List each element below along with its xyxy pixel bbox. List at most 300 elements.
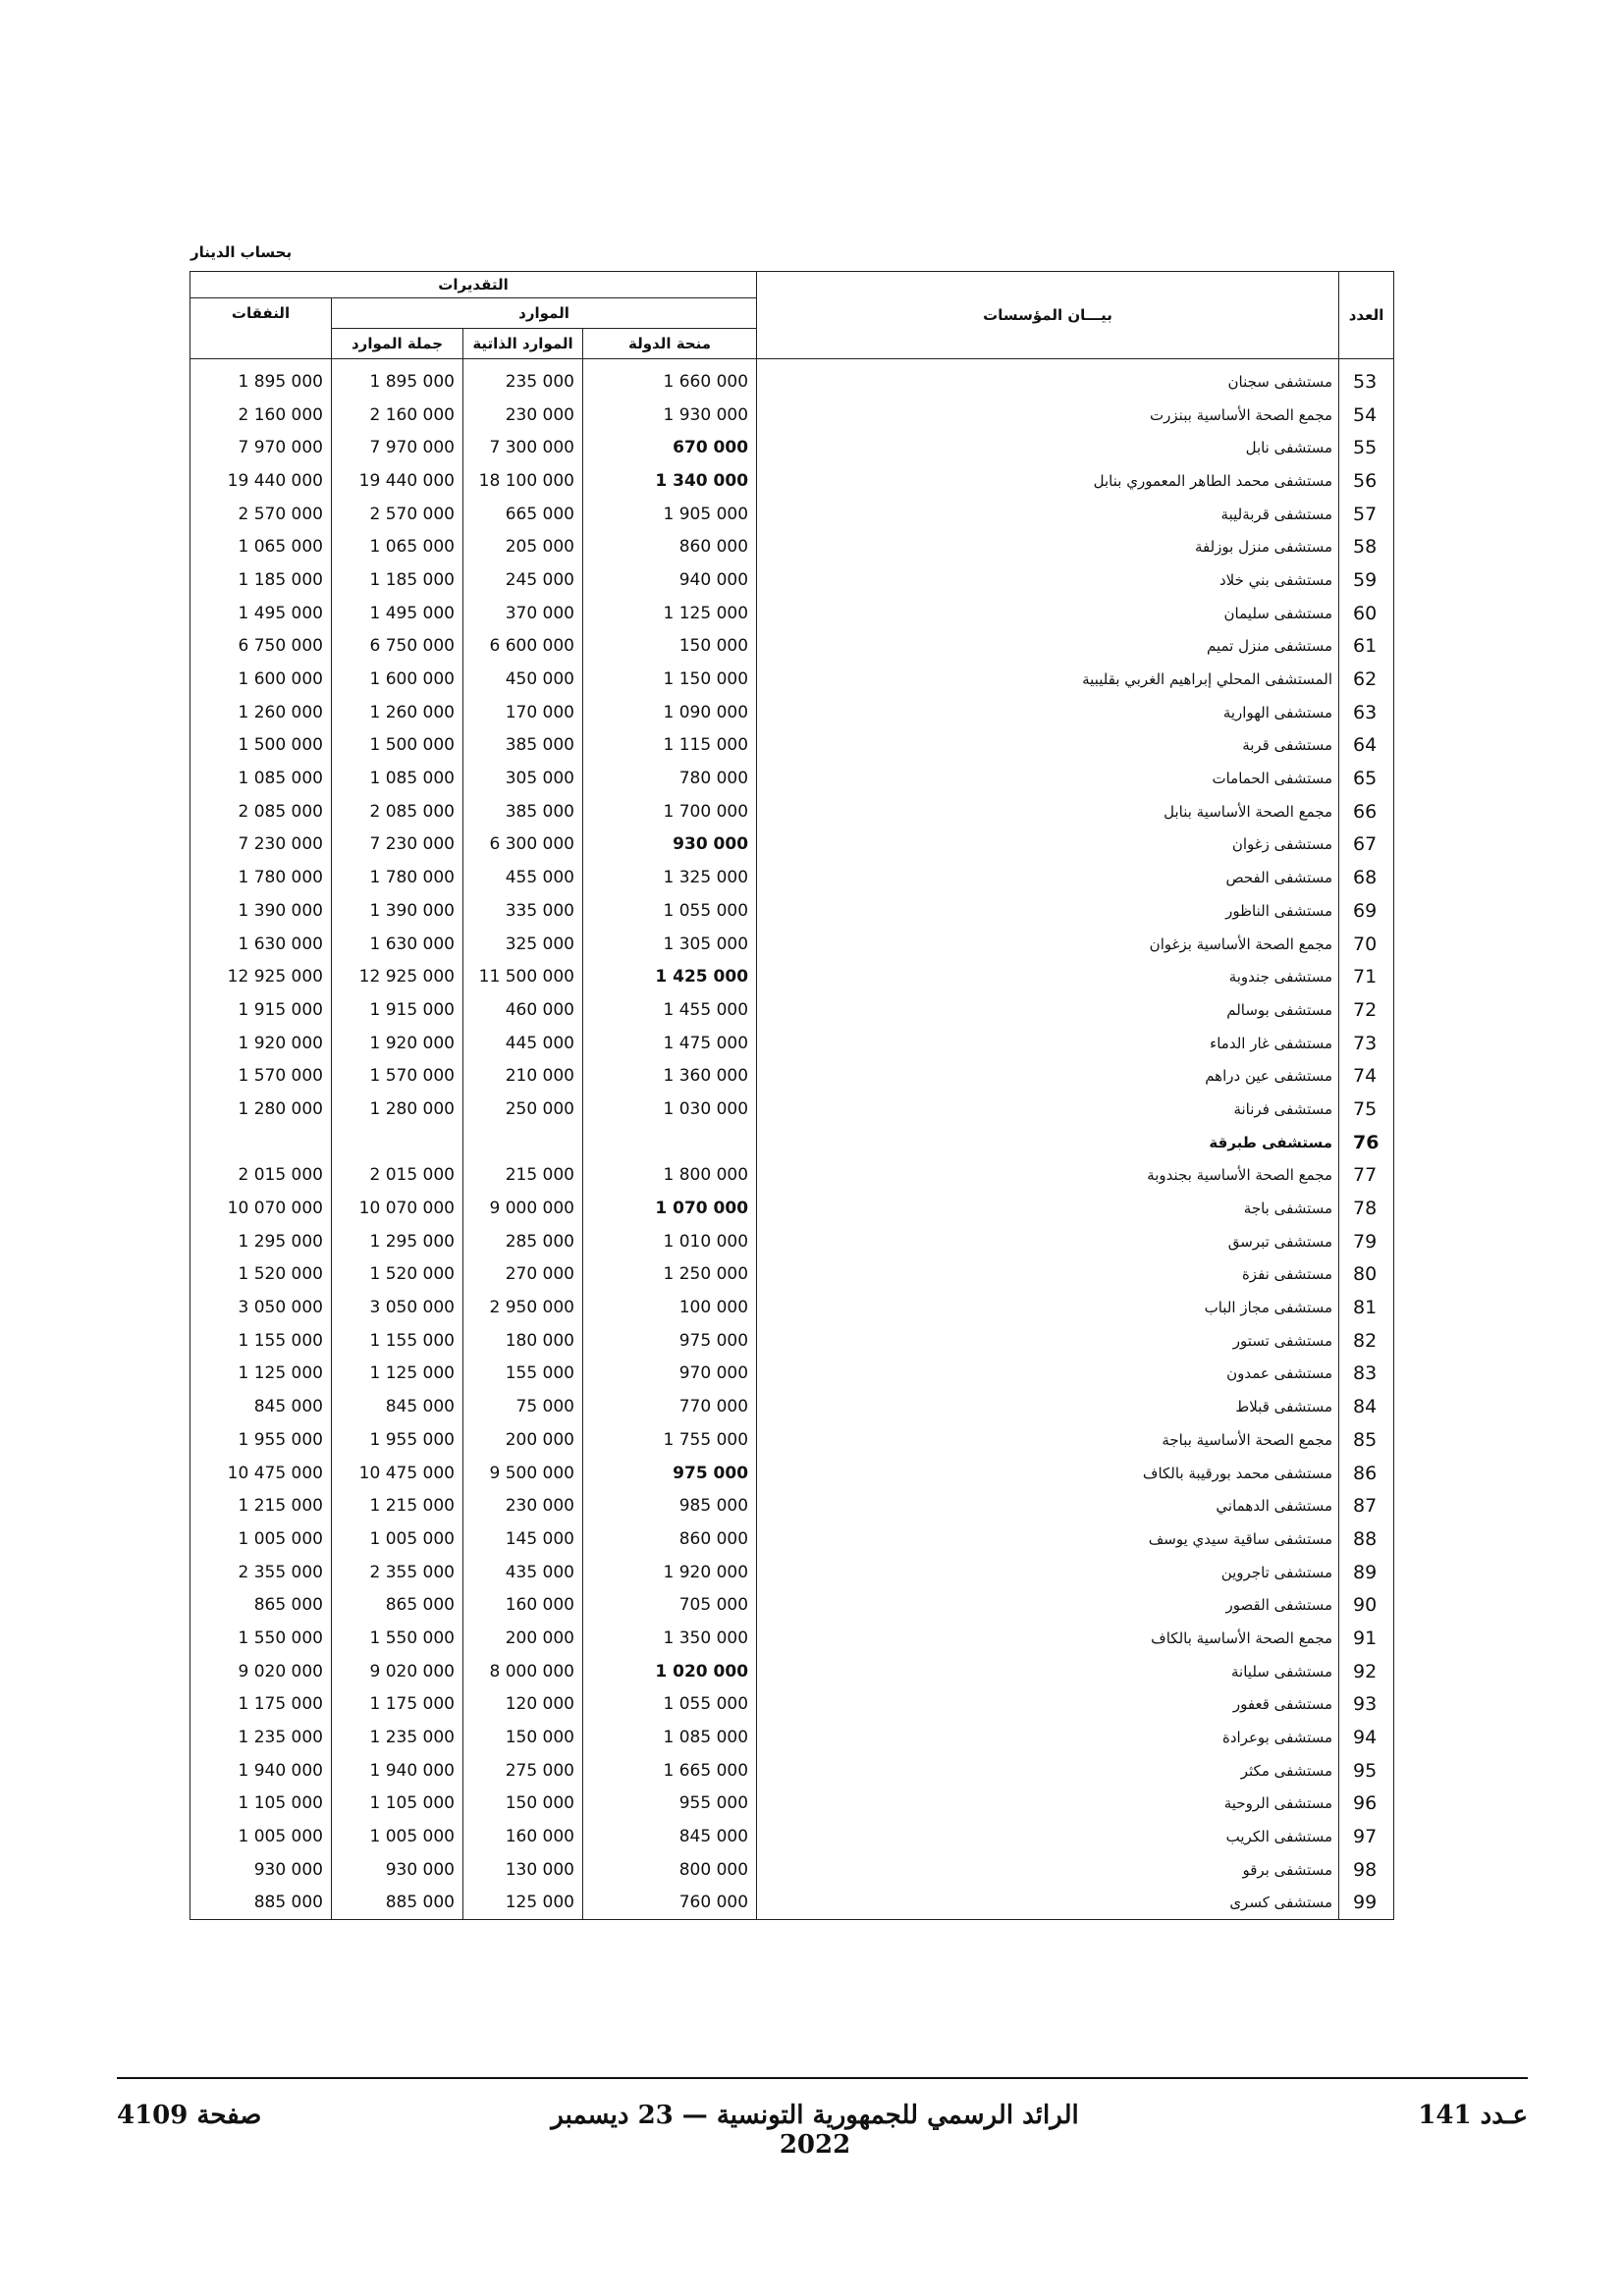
cell-number: 61: [1339, 630, 1394, 664]
cell-expenses: 1 915 000: [190, 993, 332, 1027]
cell-institution-name: مستشفى عين دراهم: [757, 1059, 1339, 1093]
cell-number: 97: [1339, 1820, 1394, 1853]
cell-institution-name: مستشفى الدهماني: [757, 1489, 1339, 1522]
cell-institution-name: مجمع الصحة الأساسية بنابل: [757, 795, 1339, 828]
cell-own-resources: 6 300 000: [463, 828, 583, 862]
cell-institution-name: مستشفى برقو: [757, 1853, 1339, 1887]
cell-expenses: 6 750 000: [190, 630, 332, 664]
cell-own-resources: 200 000: [463, 1622, 583, 1655]
cell-number: 98: [1339, 1853, 1394, 1887]
cell-total-resources: 845 000: [332, 1390, 463, 1423]
cell-own-resources: 460 000: [463, 993, 583, 1027]
table-row: [190, 993, 1394, 1027]
table-row: [190, 563, 1394, 597]
cell-number: 60: [1339, 597, 1394, 630]
cell-expenses: 7 970 000: [190, 431, 332, 464]
footer-rule: [117, 2077, 1528, 2079]
cell-total-resources: 1 085 000: [332, 762, 463, 795]
table-row: [190, 1225, 1394, 1258]
cell-total-resources: [332, 1126, 463, 1159]
cell-state-grant: 970 000: [583, 1358, 757, 1391]
cell-state-grant: 1 305 000: [583, 928, 757, 961]
cell-expenses: 1 495 000: [190, 597, 332, 630]
header-institutions: بيـــان المؤسسات: [757, 272, 1339, 359]
cell-number: 75: [1339, 1093, 1394, 1126]
cell-institution-name: مستشفى محمد الطاهر المعموري بنابل: [757, 464, 1339, 498]
cell-own-resources: 18 100 000: [463, 464, 583, 498]
cell-state-grant: 860 000: [583, 530, 757, 563]
cell-state-grant: 1 800 000: [583, 1159, 757, 1193]
cell-expenses: 1 630 000: [190, 928, 332, 961]
cell-expenses: 1 260 000: [190, 696, 332, 729]
cell-institution-name: مستشفى مجاز الباب: [757, 1291, 1339, 1324]
cell-state-grant: 1 755 000: [583, 1423, 757, 1457]
cell-own-resources: 215 000: [463, 1159, 583, 1193]
cell-expenses: 1 005 000: [190, 1522, 332, 1556]
cell-institution-name: مستشفى الحمامات: [757, 762, 1339, 795]
cell-total-resources: 1 215 000: [332, 1489, 463, 1522]
cell-state-grant: 800 000: [583, 1853, 757, 1887]
cell-number: 64: [1339, 729, 1394, 763]
cell-total-resources: 1 895 000: [332, 359, 463, 399]
table-row: [190, 1324, 1394, 1358]
cell-own-resources: 160 000: [463, 1588, 583, 1622]
cell-own-resources: 205 000: [463, 530, 583, 563]
cell-institution-name: مستشفى نابل: [757, 431, 1339, 464]
cell-own-resources: 150 000: [463, 1721, 583, 1754]
cell-institution-name: مستشفى بوسالم: [757, 993, 1339, 1027]
cell-number: 65: [1339, 762, 1394, 795]
cell-institution-name: مستشفى فرنانة: [757, 1093, 1339, 1126]
cell-state-grant: [583, 1126, 757, 1159]
cell-institution-name: مستشفى كسرى: [757, 1887, 1339, 1920]
table-row: [190, 1820, 1394, 1853]
cell-institution-name: مستشفى قربةليبة: [757, 498, 1339, 531]
cell-state-grant: 1 360 000: [583, 1059, 757, 1093]
cell-institution-name: مجمع الصحة الأساسية بالكاف: [757, 1622, 1339, 1655]
cell-total-resources: 1 520 000: [332, 1258, 463, 1292]
cell-number: 81: [1339, 1291, 1394, 1324]
cell-total-resources: 865 000: [332, 1588, 463, 1622]
cell-state-grant: 940 000: [583, 563, 757, 597]
cell-expenses: 1 295 000: [190, 1225, 332, 1258]
cell-institution-name: مستشفى جندوبة: [757, 960, 1339, 993]
cell-expenses: 1 895 000: [190, 359, 332, 399]
cell-institution-name: مستشفى باجة: [757, 1192, 1339, 1225]
cell-number: 79: [1339, 1225, 1394, 1258]
cell-expenses: 845 000: [190, 1390, 332, 1423]
cell-state-grant: 1 250 000: [583, 1258, 757, 1292]
footer-issue-number: عـدد 141: [1418, 2101, 1528, 2130]
cell-total-resources: 1 915 000: [332, 993, 463, 1027]
cell-total-resources: 1 105 000: [332, 1788, 463, 1821]
cell-total-resources: 1 175 000: [332, 1688, 463, 1722]
table-row: [190, 1192, 1394, 1225]
table-row: [190, 1027, 1394, 1060]
cell-own-resources: 455 000: [463, 861, 583, 894]
cell-state-grant: 1 455 000: [583, 993, 757, 1027]
cell-institution-name: مستشفى القصور: [757, 1588, 1339, 1622]
table-row: [190, 1358, 1394, 1391]
cell-number: 67: [1339, 828, 1394, 862]
cell-state-grant: 670 000: [583, 431, 757, 464]
table-row: [190, 530, 1394, 563]
cell-number: 54: [1339, 399, 1394, 432]
cell-total-resources: 6 750 000: [332, 630, 463, 664]
cell-state-grant: 975 000: [583, 1457, 757, 1490]
cell-total-resources: 1 235 000: [332, 1721, 463, 1754]
cell-state-grant: 1 020 000: [583, 1655, 757, 1688]
cell-state-grant: 1 660 000: [583, 359, 757, 399]
cell-expenses: 1 215 000: [190, 1489, 332, 1522]
cell-expenses: 2 085 000: [190, 795, 332, 828]
table-row: [190, 1126, 1394, 1159]
cell-total-resources: 2 160 000: [332, 399, 463, 432]
cell-total-resources: 9 020 000: [332, 1655, 463, 1688]
cell-institution-name: مستشفى زغوان: [757, 828, 1339, 862]
cell-expenses: 19 440 000: [190, 464, 332, 498]
cell-total-resources: 1 125 000: [332, 1358, 463, 1391]
cell-expenses: 1 085 000: [190, 762, 332, 795]
cell-total-resources: 885 000: [332, 1887, 463, 1920]
cell-own-resources: 385 000: [463, 729, 583, 763]
cell-institution-name: مستشفى بوعرادة: [757, 1721, 1339, 1754]
cell-own-resources: 2 950 000: [463, 1291, 583, 1324]
cell-expenses: 1 600 000: [190, 663, 332, 696]
cell-state-grant: 1 090 000: [583, 696, 757, 729]
cell-expenses: 12 925 000: [190, 960, 332, 993]
cell-number: 87: [1339, 1489, 1394, 1522]
header-expenses: النفقات: [190, 298, 332, 359]
cell-own-resources: 335 000: [463, 894, 583, 928]
table-row: [190, 630, 1394, 664]
cell-institution-name: مجمع الصحة الأساسية ببنزرت: [757, 399, 1339, 432]
cell-total-resources: 7 970 000: [332, 431, 463, 464]
cell-own-resources: 8 000 000: [463, 1655, 583, 1688]
cell-own-resources: 200 000: [463, 1423, 583, 1457]
cell-expenses: 885 000: [190, 1887, 332, 1920]
cell-own-resources: 305 000: [463, 762, 583, 795]
cell-institution-name: مجمع الصحة الأساسية بجندوبة: [757, 1159, 1339, 1193]
table-row: [190, 1457, 1394, 1490]
cell-institution-name: مستشفى منزل بوزلفة: [757, 530, 1339, 563]
cell-number: 56: [1339, 464, 1394, 498]
cell-expenses: 1 175 000: [190, 1688, 332, 1722]
cell-own-resources: 275 000: [463, 1754, 583, 1788]
cell-expenses: 1 920 000: [190, 1027, 332, 1060]
cell-total-resources: 19 440 000: [332, 464, 463, 498]
cell-own-resources: 75 000: [463, 1390, 583, 1423]
cell-own-resources: 145 000: [463, 1522, 583, 1556]
cell-institution-name: مستشفى سليمان: [757, 597, 1339, 630]
table-row: [190, 762, 1394, 795]
cell-total-resources: 1 295 000: [332, 1225, 463, 1258]
cell-number: 68: [1339, 861, 1394, 894]
cell-own-resources: 230 000: [463, 399, 583, 432]
table-row: [190, 1788, 1394, 1821]
table-row: [190, 663, 1394, 696]
cell-number: 72: [1339, 993, 1394, 1027]
cell-own-resources: 450 000: [463, 663, 583, 696]
cell-expenses: 1 520 000: [190, 1258, 332, 1292]
cell-own-resources: 270 000: [463, 1258, 583, 1292]
cell-state-grant: 1 055 000: [583, 894, 757, 928]
cell-institution-name: مستشفى الفحص: [757, 861, 1339, 894]
cell-number: 62: [1339, 663, 1394, 696]
cell-expenses: 1 155 000: [190, 1324, 332, 1358]
cell-own-resources: 325 000: [463, 928, 583, 961]
cell-institution-name: مستشفى قربة: [757, 729, 1339, 763]
cell-number: 76: [1339, 1126, 1394, 1159]
cell-expenses: 1 570 000: [190, 1059, 332, 1093]
cell-state-grant: 975 000: [583, 1324, 757, 1358]
cell-total-resources: 930 000: [332, 1853, 463, 1887]
cell-own-resources: 6 600 000: [463, 630, 583, 664]
table-row: [190, 1556, 1394, 1589]
cell-expenses: 2 355 000: [190, 1556, 332, 1589]
cell-expenses: 10 070 000: [190, 1192, 332, 1225]
cell-expenses: 10 475 000: [190, 1457, 332, 1490]
footer-page-number: صفحة 4109: [117, 2101, 262, 2130]
cell-own-resources: 9 500 000: [463, 1457, 583, 1490]
cell-total-resources: 12 925 000: [332, 960, 463, 993]
cell-number: 90: [1339, 1588, 1394, 1622]
cell-expenses: 1 280 000: [190, 1093, 332, 1126]
header-number: العدد: [1339, 272, 1394, 359]
cell-state-grant: 1 070 000: [583, 1192, 757, 1225]
cell-number: 74: [1339, 1059, 1394, 1093]
cell-total-resources: 2 015 000: [332, 1159, 463, 1193]
cell-expenses: 1 390 000: [190, 894, 332, 928]
table-row: [190, 1588, 1394, 1622]
cell-state-grant: 1 010 000: [583, 1225, 757, 1258]
cell-number: 85: [1339, 1423, 1394, 1457]
cell-total-resources: 1 780 000: [332, 861, 463, 894]
header-total-resources: جملة الموارد: [332, 329, 463, 359]
table-row: [190, 1522, 1394, 1556]
cell-expenses: 1 065 000: [190, 530, 332, 563]
cell-state-grant: 985 000: [583, 1489, 757, 1522]
table-row: [190, 359, 1394, 399]
cell-number: 66: [1339, 795, 1394, 828]
cell-state-grant: 1 665 000: [583, 1754, 757, 1788]
cell-own-resources: 230 000: [463, 1489, 583, 1522]
cell-own-resources: 9 000 000: [463, 1192, 583, 1225]
cell-number: 69: [1339, 894, 1394, 928]
table-row: [190, 1489, 1394, 1522]
cell-state-grant: 1 125 000: [583, 597, 757, 630]
table-row: [190, 960, 1394, 993]
cell-expenses: 1 550 000: [190, 1622, 332, 1655]
cell-state-grant: 705 000: [583, 1588, 757, 1622]
cell-own-resources: 245 000: [463, 563, 583, 597]
table-row: [190, 1853, 1394, 1887]
cell-state-grant: 1 350 000: [583, 1622, 757, 1655]
cell-expenses: [190, 1126, 332, 1159]
table-row: [190, 1291, 1394, 1324]
cell-own-resources: 155 000: [463, 1358, 583, 1391]
cell-expenses: 1 955 000: [190, 1423, 332, 1457]
cell-institution-name: مجمع الصحة الأساسية بباجة: [757, 1423, 1339, 1457]
cell-total-resources: 1 005 000: [332, 1820, 463, 1853]
cell-institution-name: مجمع الصحة الأساسية بزغوان: [757, 928, 1339, 961]
cell-own-resources: 180 000: [463, 1324, 583, 1358]
table-row: [190, 1655, 1394, 1688]
cell-institution-name: مستشفى سليانة: [757, 1655, 1339, 1688]
cell-total-resources: 1 940 000: [332, 1754, 463, 1788]
table-row: [190, 729, 1394, 763]
cell-own-resources: 665 000: [463, 498, 583, 531]
cell-institution-name: المستشفى المحلي إبراهيم الغربي بقليبية: [757, 663, 1339, 696]
table-row: [190, 1754, 1394, 1788]
cell-own-resources: 385 000: [463, 795, 583, 828]
cell-state-grant: 760 000: [583, 1887, 757, 1920]
table-row: [190, 795, 1394, 828]
cell-expenses: 1 105 000: [190, 1788, 332, 1821]
table-row: [190, 1688, 1394, 1722]
cell-expenses: 2 570 000: [190, 498, 332, 531]
cell-own-resources: 210 000: [463, 1059, 583, 1093]
cell-number: 70: [1339, 928, 1394, 961]
cell-state-grant: 1 115 000: [583, 729, 757, 763]
cell-number: 91: [1339, 1622, 1394, 1655]
cell-total-resources: 10 070 000: [332, 1192, 463, 1225]
cell-state-grant: 1 085 000: [583, 1721, 757, 1754]
cell-institution-name: مستشفى تستور: [757, 1324, 1339, 1358]
cell-own-resources: 170 000: [463, 696, 583, 729]
table-row: [190, 1721, 1394, 1754]
table-row: [190, 1887, 1394, 1920]
cell-state-grant: 100 000: [583, 1291, 757, 1324]
cell-state-grant: 1 920 000: [583, 1556, 757, 1589]
cell-total-resources: 1 630 000: [332, 928, 463, 961]
footer-journal-title: الرائد الرسمي للجمهورية التونسية — 23 ديسمبر 2022: [551, 2101, 1079, 2160]
cell-number: 95: [1339, 1754, 1394, 1788]
cell-expenses: 2 015 000: [190, 1159, 332, 1193]
cell-number: 58: [1339, 530, 1394, 563]
cell-total-resources: 2 570 000: [332, 498, 463, 531]
cell-state-grant: 1 055 000: [583, 1688, 757, 1722]
cell-total-resources: 7 230 000: [332, 828, 463, 862]
cell-institution-name: مستشفى سجنان: [757, 359, 1339, 399]
table-row: [190, 399, 1394, 432]
cell-institution-name: مستشفى طبرقة: [757, 1126, 1339, 1159]
cell-number: 94: [1339, 1721, 1394, 1754]
cell-total-resources: 1 920 000: [332, 1027, 463, 1060]
cell-expenses: 930 000: [190, 1853, 332, 1887]
table-row: [190, 1423, 1394, 1457]
table-row: [190, 861, 1394, 894]
cell-institution-name: مستشفى محمد بورقيبة بالكاف: [757, 1457, 1339, 1490]
cell-number: 84: [1339, 1390, 1394, 1423]
cell-total-resources: 1 280 000: [332, 1093, 463, 1126]
cell-institution-name: مستشفى تاجروين: [757, 1556, 1339, 1589]
cell-number: 96: [1339, 1788, 1394, 1821]
cell-total-resources: 1 260 000: [332, 696, 463, 729]
cell-number: 63: [1339, 696, 1394, 729]
cell-expenses: 1 235 000: [190, 1721, 332, 1754]
cell-state-grant: 1 700 000: [583, 795, 757, 828]
cell-state-grant: 1 905 000: [583, 498, 757, 531]
cell-number: 92: [1339, 1655, 1394, 1688]
cell-institution-name: مستشفى الناظور: [757, 894, 1339, 928]
cell-expenses: 9 020 000: [190, 1655, 332, 1688]
cell-state-grant: 1 930 000: [583, 399, 757, 432]
table-row: [190, 696, 1394, 729]
cell-institution-name: مستشفى منزل تميم: [757, 630, 1339, 664]
cell-state-grant: 150 000: [583, 630, 757, 664]
cell-number: 73: [1339, 1027, 1394, 1060]
cell-total-resources: 1 065 000: [332, 530, 463, 563]
cell-institution-name: مستشفى مكثر: [757, 1754, 1339, 1788]
cell-institution-name: مستشفى عمدون: [757, 1358, 1339, 1391]
cell-own-resources: 435 000: [463, 1556, 583, 1589]
table-row: [190, 1093, 1394, 1126]
header-estimates: التقديرات: [190, 272, 757, 298]
cell-total-resources: 1 500 000: [332, 729, 463, 763]
cell-expenses: 7 230 000: [190, 828, 332, 862]
cell-number: 89: [1339, 1556, 1394, 1589]
cell-state-grant: 955 000: [583, 1788, 757, 1821]
cell-institution-name: مستشفى نفزة: [757, 1258, 1339, 1292]
cell-state-grant: 1 425 000: [583, 960, 757, 993]
header-resources: الموارد: [332, 298, 757, 329]
cell-state-grant: 780 000: [583, 762, 757, 795]
cell-number: 82: [1339, 1324, 1394, 1358]
cell-total-resources: 1 390 000: [332, 894, 463, 928]
cell-total-resources: 1 570 000: [332, 1059, 463, 1093]
cell-institution-name: مستشفى بني خلاد: [757, 563, 1339, 597]
table-row: [190, 828, 1394, 862]
cell-number: 93: [1339, 1688, 1394, 1722]
unit-label: بحساب الدينار: [190, 243, 293, 261]
cell-own-resources: 125 000: [463, 1887, 583, 1920]
cell-institution-name: مستشفى غار الدماء: [757, 1027, 1339, 1060]
cell-total-resources: 1 955 000: [332, 1423, 463, 1457]
cell-state-grant: 1 030 000: [583, 1093, 757, 1126]
cell-state-grant: 1 150 000: [583, 663, 757, 696]
cell-expenses: 1 005 000: [190, 1820, 332, 1853]
cell-institution-name: مستشفى تبرسق: [757, 1225, 1339, 1258]
cell-number: 99: [1339, 1887, 1394, 1920]
cell-total-resources: 1 005 000: [332, 1522, 463, 1556]
cell-institution-name: مستشفى قبلاط: [757, 1390, 1339, 1423]
table-row: [190, 1159, 1394, 1193]
cell-state-grant: 770 000: [583, 1390, 757, 1423]
cell-institution-name: مستشفى قعفور: [757, 1688, 1339, 1722]
cell-own-resources: 160 000: [463, 1820, 583, 1853]
table-row: [190, 1059, 1394, 1093]
cell-number: 83: [1339, 1358, 1394, 1391]
cell-own-resources: 370 000: [463, 597, 583, 630]
table-row: [190, 597, 1394, 630]
cell-number: 59: [1339, 563, 1394, 597]
cell-number: 77: [1339, 1159, 1394, 1193]
cell-total-resources: 10 475 000: [332, 1457, 463, 1490]
cell-expenses: 1 500 000: [190, 729, 332, 763]
cell-own-resources: 150 000: [463, 1788, 583, 1821]
table-row: [190, 1622, 1394, 1655]
cell-own-resources: 235 000: [463, 359, 583, 399]
cell-state-grant: 1 340 000: [583, 464, 757, 498]
cell-expenses: 1 125 000: [190, 1358, 332, 1391]
cell-number: 53: [1339, 359, 1394, 399]
table-body: [190, 359, 1394, 1920]
cell-state-grant: 930 000: [583, 828, 757, 862]
cell-own-resources: 445 000: [463, 1027, 583, 1060]
table-row: [190, 1390, 1394, 1423]
table-row: [190, 431, 1394, 464]
